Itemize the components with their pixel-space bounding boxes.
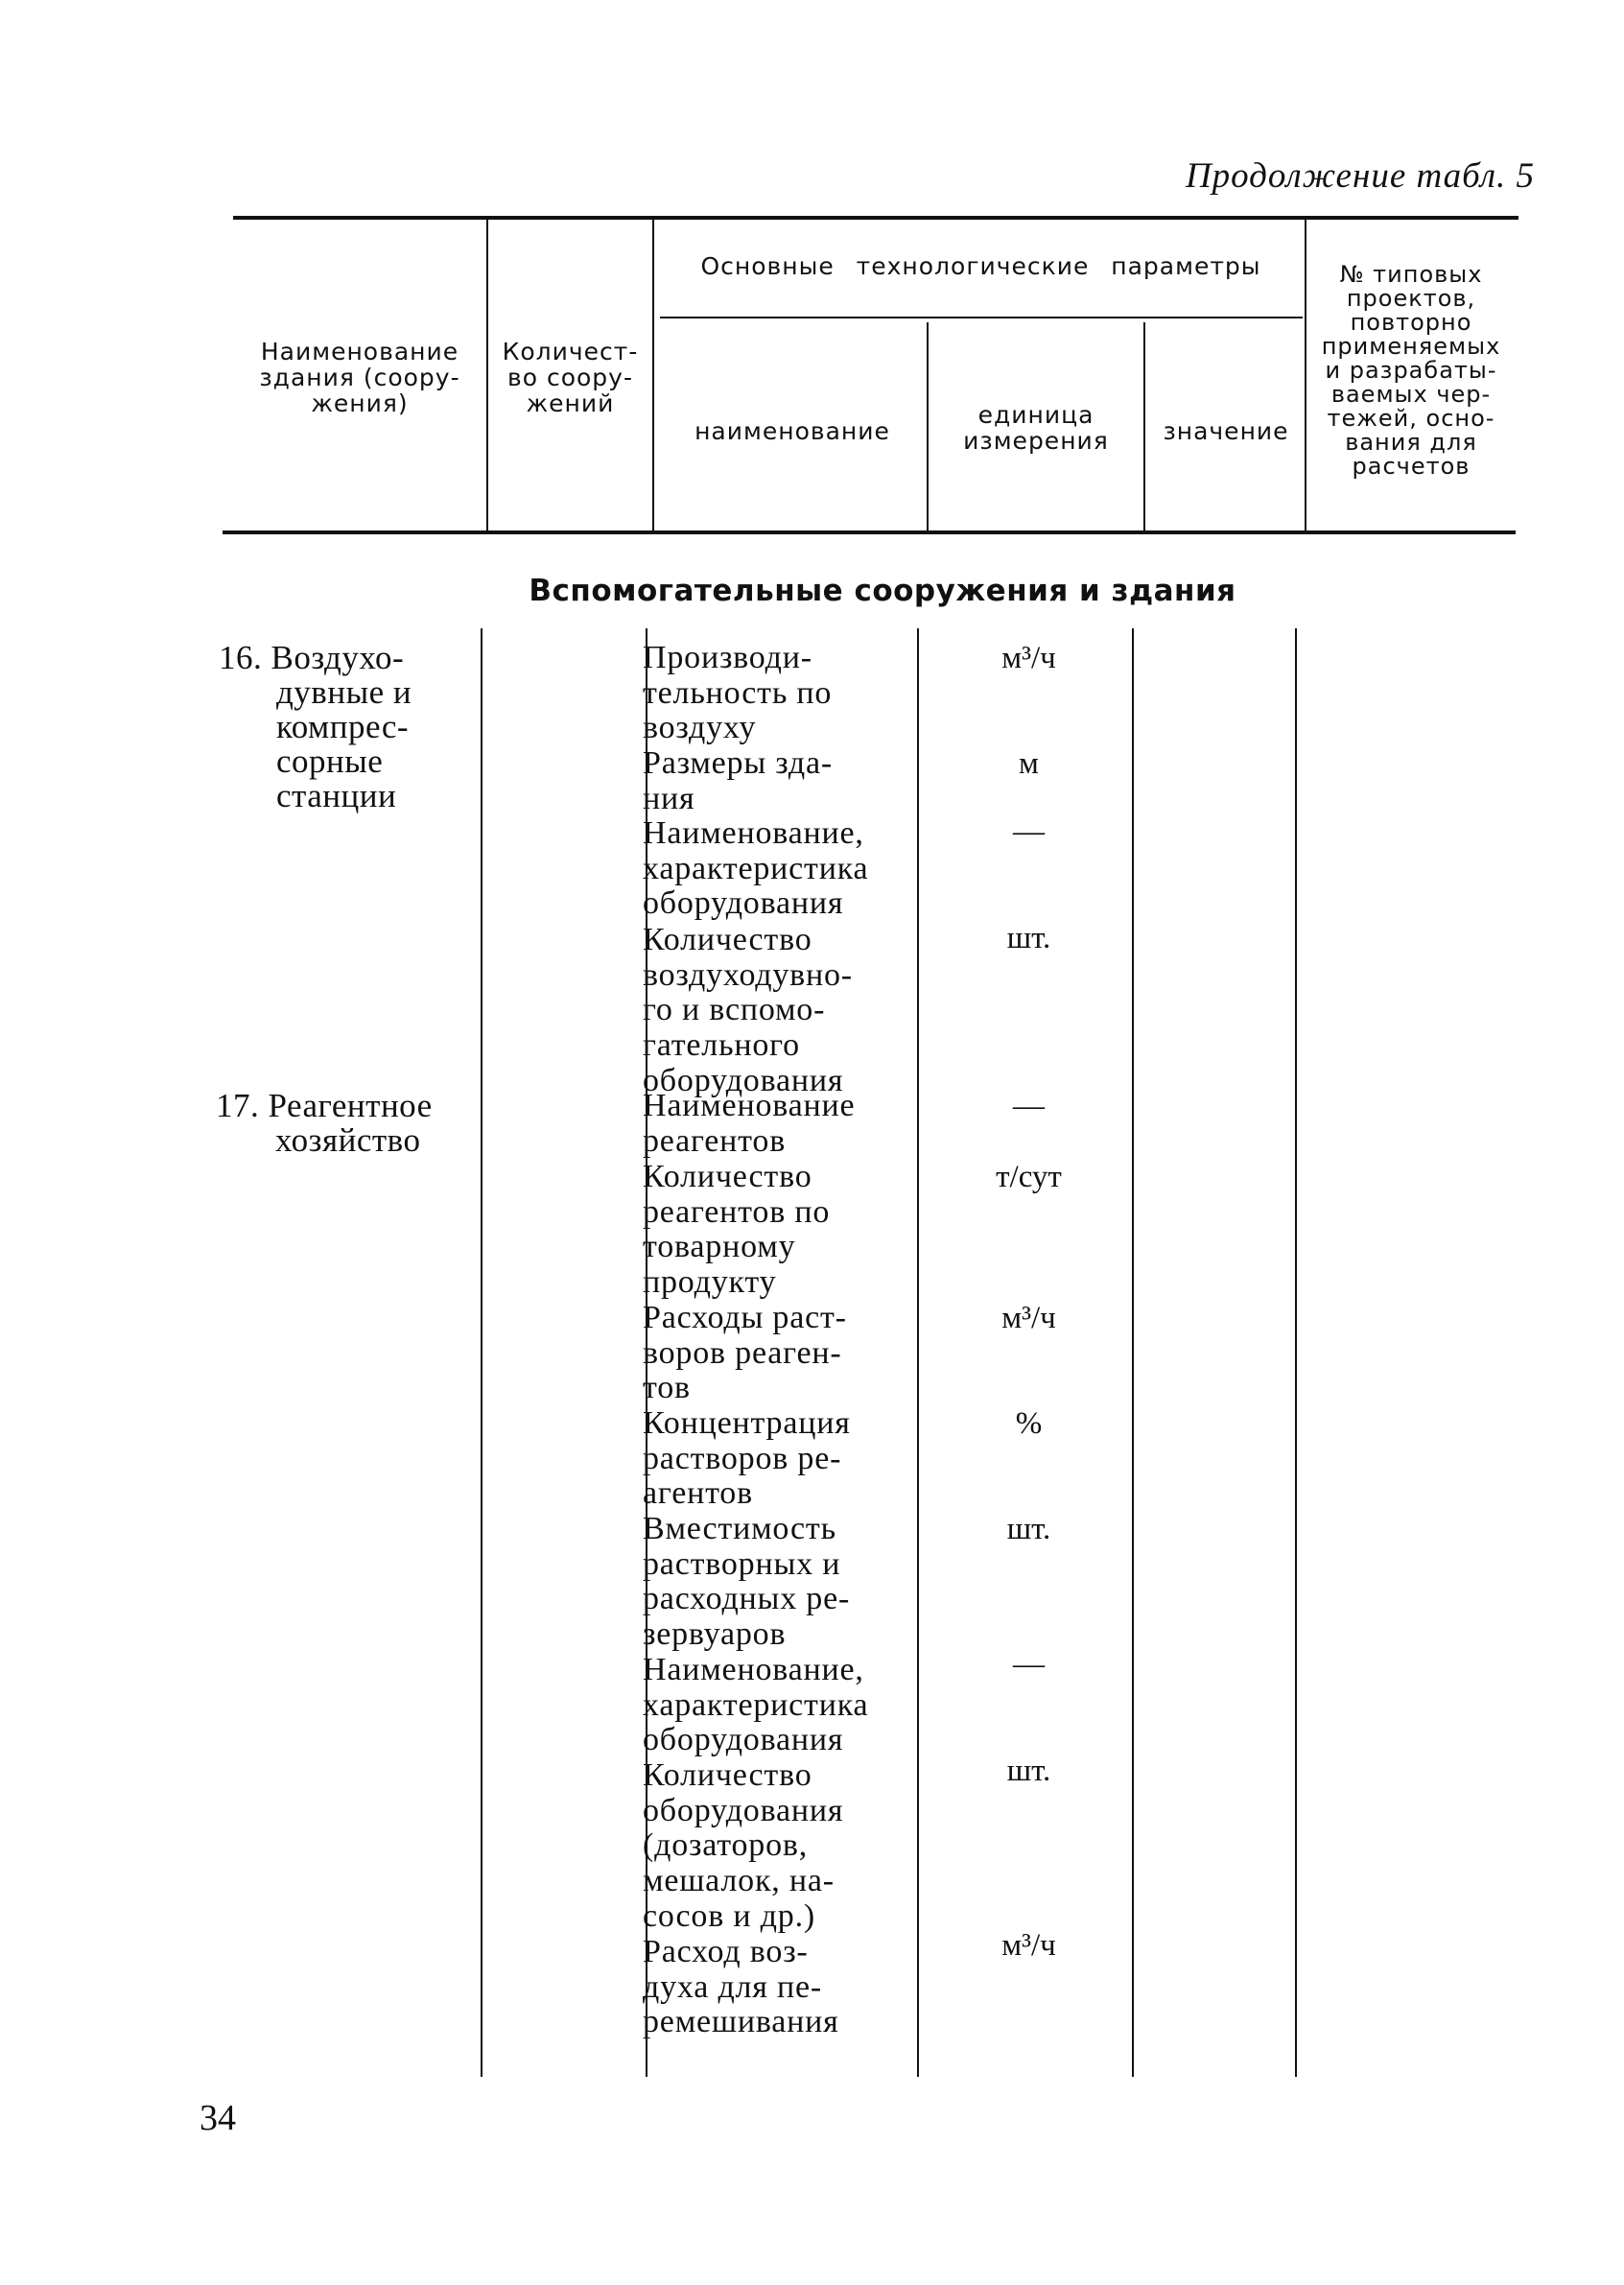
param-name-line: (дозаторов, (643, 1827, 809, 1864)
param-name (643, 746, 921, 816)
header-col-divider-3 (927, 322, 929, 530)
header-projects-line: расчетов (1352, 453, 1471, 480)
param-name-line: Расход воз- (643, 1934, 809, 1969)
param-name-line: гательного (643, 1027, 800, 1064)
param-name-line: Количество (643, 1757, 812, 1793)
param-name-line: го и вспомо- (643, 992, 826, 1028)
item-number: 16. (219, 639, 263, 676)
item-name-line: Воздухо- (271, 639, 405, 676)
param-name-line: оборудования (643, 1792, 844, 1828)
header-building-name-line: Наименование (260, 338, 459, 365)
param-name-line: Наименование (643, 1088, 856, 1123)
param-name (643, 923, 921, 1099)
table-continuation-label: Продолжение табл. 5 (1185, 156, 1535, 196)
body-col-divider-5 (1295, 628, 1297, 2077)
header-projects-line: № типовых (1339, 261, 1483, 288)
param-name-line: оборудования (643, 1062, 844, 1098)
param-name (643, 1653, 921, 1758)
param-name-line: Расходы раст- (643, 1300, 847, 1335)
table-top-rule (233, 216, 1518, 220)
param-name-line: расходных ре- (643, 1581, 851, 1617)
param-name-line: товарному (643, 1229, 796, 1265)
param-name-line: воров реаген- (643, 1334, 842, 1371)
item-name-line: Реагентное (268, 1087, 433, 1124)
item-name-line: хозяйство (275, 1121, 421, 1159)
param-unit: — (1013, 814, 1045, 849)
param-unit: шт. (1006, 1512, 1051, 1546)
header-col-divider-2 (652, 219, 654, 530)
param-name-line: Количество (643, 922, 812, 957)
param-name-line: воздуху (643, 710, 757, 746)
header-col-divider-4 (1143, 322, 1145, 530)
param-name-line: Вместимость (643, 1511, 836, 1546)
header-building-name (240, 339, 480, 416)
param-unit: — (1013, 1647, 1045, 1682)
param-unit: шт. (1006, 921, 1051, 955)
header-main-params: Основные технологические параметры (700, 252, 1261, 280)
param-unit: м³/ч (1001, 1301, 1056, 1335)
param-name-line: воздуходувно- (643, 956, 853, 993)
header-building-name-line: здания (соору- (259, 364, 460, 391)
param-name-line: характеристика (643, 850, 869, 886)
header-building-name-line: жения) (311, 389, 409, 417)
param-unit: м³/ч (1001, 1928, 1056, 1963)
param-name-line: тельность по (643, 674, 833, 711)
header-projects-line: проектов, (1346, 285, 1476, 312)
param-name-line: Размеры зда- (643, 745, 834, 781)
param-name (643, 1301, 921, 1406)
header-col-divider-1 (486, 219, 488, 530)
param-name-line: оборудования (643, 885, 844, 922)
param-name (643, 1758, 921, 1935)
header-quantity-line: жений (526, 389, 615, 417)
param-name-line: агентов (643, 1475, 753, 1512)
header-param-name: наименование (694, 417, 890, 445)
param-name-line: ремешивания (643, 2004, 839, 2040)
param-name (643, 1935, 921, 2040)
item-name-line: дувные и (276, 673, 412, 711)
param-name-line: сосов и др.) (643, 1897, 815, 1934)
header-projects-line: и разрабаты- (1325, 357, 1497, 384)
header-quantity-line: Количест- (502, 338, 639, 365)
param-unit: м (1019, 746, 1039, 781)
header-param-unit-line: измерения (963, 427, 1109, 455)
param-unit: — (1013, 1089, 1045, 1123)
header-projects-line: ваемых чер- (1330, 381, 1492, 408)
header-projects-line: вания для (1345, 429, 1477, 456)
param-name-line: продукту (643, 1264, 777, 1301)
param-name-line: мешалок, на- (643, 1863, 835, 1899)
item-name-line: станции (276, 777, 397, 814)
param-name-line: растворных и (643, 1545, 841, 1582)
param-name (643, 1406, 921, 1512)
header-projects-line: применяемых (1321, 333, 1501, 360)
param-name-line: растворов ре- (643, 1440, 842, 1476)
table-row-item-16-name (219, 641, 478, 813)
param-unit: шт. (1006, 1754, 1051, 1788)
param-name (643, 641, 921, 746)
param-name-line: оборудования (643, 1722, 844, 1758)
body-col-divider-4 (1132, 628, 1134, 2077)
header-typical-projects (1310, 263, 1512, 479)
body-col-divider-1 (481, 628, 482, 2077)
item-name-line: сорные (276, 742, 384, 780)
header-bottom-rule (223, 530, 1516, 534)
param-name-line: Наименование, (643, 815, 864, 851)
param-name-line: Наименование, (643, 1652, 864, 1687)
table-row-item-17-name (216, 1089, 484, 1158)
param-unit: т/сут (996, 1160, 1062, 1194)
param-name (643, 816, 921, 922)
param-name-line: Концентрация (643, 1405, 851, 1441)
param-name (643, 1089, 921, 1159)
param-unit: м³/ч (1001, 641, 1056, 675)
header-projects-line: тежей, осно- (1327, 405, 1495, 432)
param-name-line: Производи- (643, 640, 812, 675)
header-quantity-line: во соору- (507, 364, 633, 391)
param-name-line: ния (643, 780, 695, 816)
header-projects-line: повторно (1350, 309, 1472, 336)
param-name-line: характеристика (643, 1686, 869, 1723)
param-name-line: духа для пе- (643, 1968, 823, 2005)
section-title: Вспомогательные сооружения и здания (529, 574, 1236, 608)
header-group-rule (660, 317, 1303, 318)
param-name-line: тов (643, 1370, 691, 1406)
param-name-line: реагентов (643, 1122, 787, 1159)
header-quantity (491, 339, 649, 416)
param-name (643, 1160, 921, 1301)
header-col-divider-5 (1305, 219, 1306, 530)
header-param-value: значение (1163, 417, 1289, 445)
param-name-line: реагентов по (643, 1193, 831, 1230)
param-unit: % (1015, 1406, 1043, 1441)
header-param-unit-line: единица (977, 401, 1094, 429)
header-param-unit (932, 402, 1140, 454)
param-name-line: Количество (643, 1159, 812, 1194)
param-name (643, 1512, 921, 1653)
item-number: 17. (216, 1087, 260, 1124)
param-name-line: зервуаров (643, 1616, 787, 1653)
page-number: 34 (200, 2098, 236, 2138)
item-name-line: компрес- (276, 708, 410, 745)
